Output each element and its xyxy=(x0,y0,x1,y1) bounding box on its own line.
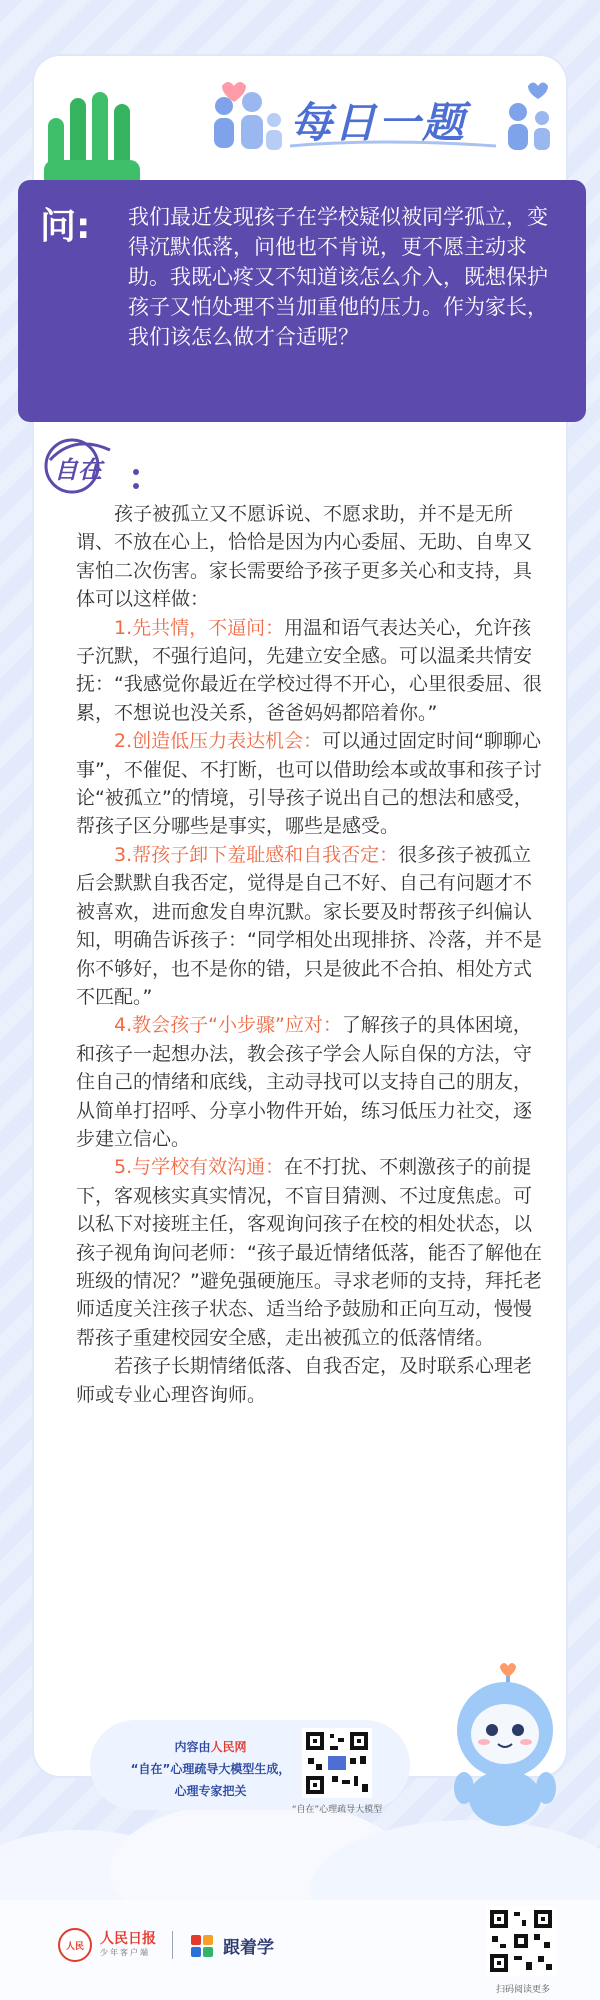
question-text: 我们最近发现孩子在学校疑似被同学孤立，变得沉默低落，问他也不肯说，更不愿主动求助。我既心疼又不知道该怎么介入，既想保护孩子又怕处理不当加重他的压力。作为家长，我们该怎么做才合适呢？ xyxy=(128,205,548,349)
genzhexue-mark-icon xyxy=(189,1931,217,1959)
point-body: 了解孩子的具体困境，和孩子一起想办法，教会孩子学会人际自保的方法，守住自己的情绪和底线，主动寻找可以支持自己的朋友，从简单打招呼、分享小物件开始，练习低压力社交，逐步建立信心。 xyxy=(76,1014,533,1150)
point-body: 可以通过固定时间“聊聊心事”，不催促、不打断，也可以借助绘本或故事和孩子讨论“被孤立”的情境，引导孩子说出自己的想法和感受，帮孩子区分哪些是事实，哪些是感受。 xyxy=(76,730,542,838)
point-title: 3.帮孩子卸下羞耻感和自我否定： xyxy=(114,843,399,866)
logo1-sub: 少年客户端 xyxy=(100,1948,150,1957)
renmin-ribao-logo[interactable] xyxy=(58,1928,156,1962)
qr-caption: “自在”心理疏导大模型 xyxy=(291,1805,383,1815)
credit-text xyxy=(118,1736,303,1802)
page-title: 每日一题 xyxy=(290,98,467,147)
qr-code-read-more-icon[interactable] xyxy=(486,1906,556,1976)
credit-line-3: 心理专家把关 xyxy=(174,1784,247,1798)
renmin-seal-icon: 人民 xyxy=(58,1928,92,1962)
footer-logo-bar xyxy=(58,1925,274,1965)
logo2-name: 跟着学 xyxy=(223,1937,274,1958)
logo1-name: 人民日报 xyxy=(100,1931,156,1947)
logo-divider xyxy=(172,1931,173,1959)
mascot-illustration xyxy=(430,1660,580,1830)
credit-brand: 人民网 xyxy=(210,1740,247,1754)
title-banner xyxy=(200,76,560,156)
answer-body xyxy=(76,500,546,1409)
answer-closing: 若孩子长期情绪低落、自我否定，及时联系心理老师或专业心理咨询师。 xyxy=(76,1355,533,1406)
answer-point-1 xyxy=(76,614,546,728)
answer-point-5 xyxy=(76,1153,546,1352)
answer-point-2 xyxy=(76,727,546,841)
question-box xyxy=(18,180,586,422)
qr2-caption: 扫码阅读更多 xyxy=(495,1985,550,1995)
genzhexue-logo[interactable] xyxy=(189,1931,274,1959)
point-title: 5.与学校有效沟通： xyxy=(114,1156,285,1179)
point-body: 很多孩子被孤立后会默默自我否定，觉得是自己不好、自己有问题才不被喜欢，进而愈发自卑沉默。家长要及时帮孩子纠偏认知，明确告诉孩子：“同学相处出现排挤、冷落，并不是你不够好，也不是你的错，只是彼此不合拍、相处方式不匹配。” xyxy=(76,843,542,1008)
credit-line-2: “自在”心理疏导大模型生成， xyxy=(130,1762,291,1776)
point-body: 在不打扰、不刺激孩子的前提下，客观核实真实情况，不盲目猜测、不过度焦虑。可以私下对接班主任，客观询问孩子在校的相处状态，以孩子视角询问老师：“孩子最近情绪低落，能否了解他在班级的情况？”避免强硬施压。寻求老师的支持，拜托老师适度关注孩子状态、适当给予鼓励和正向互动，慢慢帮孩子重建校园安全感，走出被孤立的低落情绪。 xyxy=(76,1156,542,1349)
credit-prefix: 内容由 xyxy=(174,1740,211,1754)
answer-badge xyxy=(40,432,150,496)
answer-badge-text: 自在 xyxy=(54,456,102,484)
point-title: 2.创造低压力表达机会： xyxy=(114,730,323,753)
point-title: 4.教会孩子“小步骤”应对： xyxy=(114,1014,342,1037)
question-label: 问: xyxy=(40,206,91,247)
point-title: 1.先共情，不逼问： xyxy=(114,616,285,639)
qr-code-icon[interactable] xyxy=(302,1728,372,1798)
answer-point-3 xyxy=(76,841,546,1011)
answer-point-4 xyxy=(76,1011,546,1153)
point-body: 用温和语气表达关心，允许孩子沉默，不强行追问，先建立安全感。可以温柔共情安抚：“我感觉你最近在学校过得不开心，心里很委屈、很累，不想说也没关系，爸爸妈妈都陪着你。” xyxy=(76,616,542,724)
answer-intro: 孩子被孤立又不愿诉说、不愿求助，并不是无所谓、不放在心上，恰恰是因为内心委屈、无助、自卑又害怕二次伤害。家长需要给予孩子更多关心和支持，具体可以这样做： xyxy=(76,503,533,611)
